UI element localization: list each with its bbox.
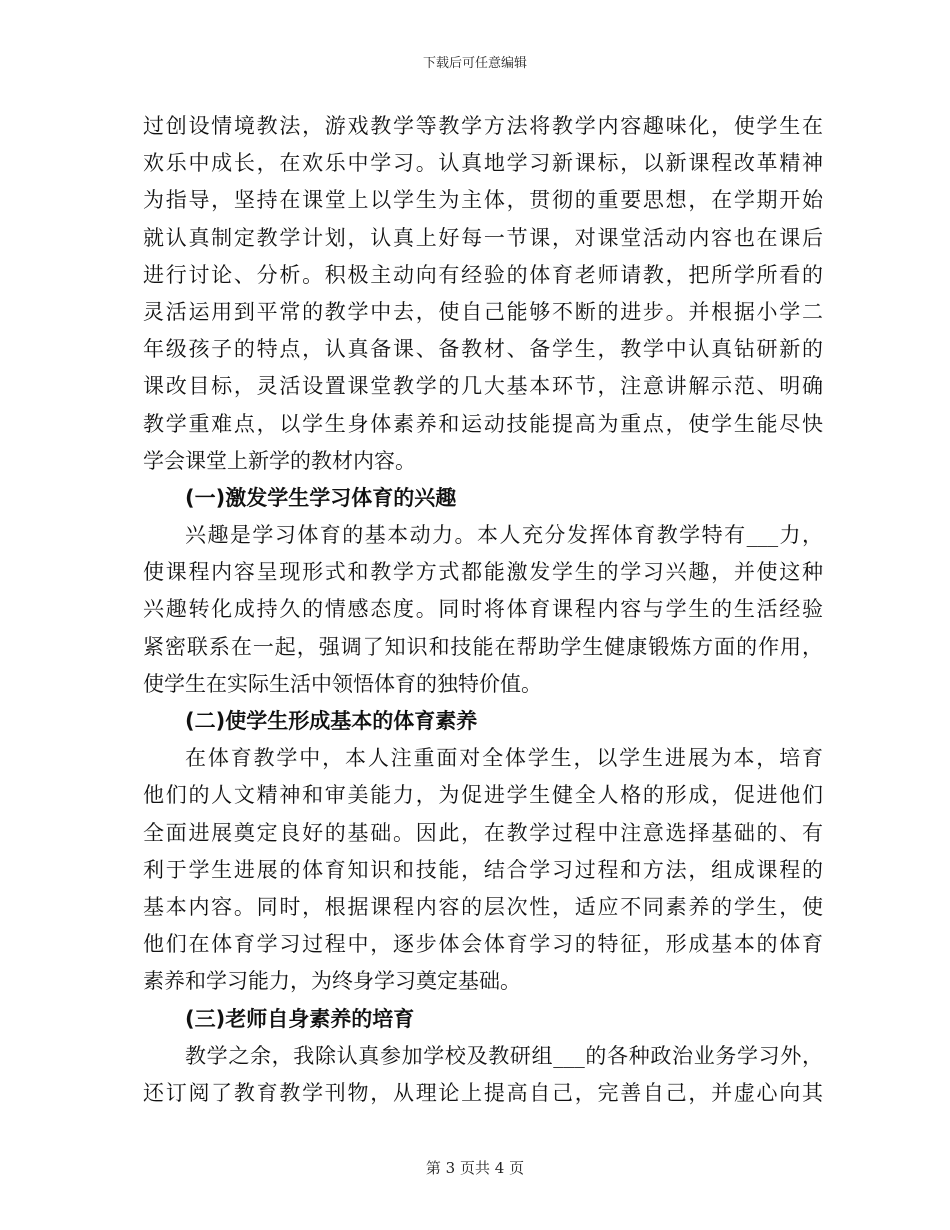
text-line: 兴趣转化成持久的情感态度。同时将体育课程内容与学生的生活经验: [143, 597, 823, 622]
text-line: 教学重难点，以学生身体素养和运动技能提高为重点，使学生能尽快: [143, 411, 823, 436]
page-number: 第 3 页共 4 页: [425, 1159, 525, 1177]
text-line: 素养和学习能力，为终身学习奠定基础。: [143, 969, 521, 994]
text-line: 他们的人文精神和审美能力，为促进学生健全人格的形成，促进他们: [143, 783, 823, 808]
text-line: 在体育教学中，本人注重面对全体学生，以学生进展为本，培育: [185, 746, 823, 771]
page-header: 下载后可任意编辑: [422, 56, 527, 71]
text-line: 紧密联系在一起，强调了知识和技能在帮助学生健康锻炼方面的作用，: [143, 634, 823, 659]
text-line: 就认真制定教学计划，认真上好每一节课，对课堂活动内容也在课后: [143, 225, 823, 250]
text-line: 使学生在实际生活中领悟体育的独特价值。: [143, 671, 542, 696]
section-3-paragraph: [143, 1038, 823, 1112]
section-1-paragraph: [143, 517, 823, 703]
text-line: 他们在体育学习过程中，逐步体会体育学习的特征，形成基本的体育: [143, 932, 823, 957]
text-line: 为指导，坚持在课堂上以学生为主体，贯彻的重要思想，在学期开始: [143, 188, 823, 213]
text-line: 灵活运用到平常的教学中去，使自己能够不断的进步。并根据小学二: [143, 299, 823, 324]
section-2-paragraph: [143, 740, 823, 1000]
section-heading-2: (二)使学生形成基本的体育素养: [185, 709, 478, 733]
text-line: 年级孩子的特点，认真备课、备教材、备学生，教学中认真钻研新的: [143, 337, 823, 362]
text-line: 课改目标，灵活设置课堂教学的几大基本环节，注意讲解示范、明确: [143, 374, 823, 399]
text-line: 还订阅了教育教学刊物，从理论上提高自己，完善自己，并虚心向其: [143, 1080, 823, 1105]
text-line: 使课程内容呈现形式和教学方式都能激发学生的学习兴趣，并使这种: [143, 560, 823, 585]
text-line: 进行讨论、分析。积极主动向有经验的体育老师请教，把所学所看的: [143, 262, 823, 287]
document-body: [143, 108, 823, 1112]
text-line: 全面进展奠定良好的基础。因此，在教学过程中注意选择基础的、有: [143, 820, 823, 845]
text-line: 基本内容。同时，根据课程内容的层次性，适应不同素养的学生，使: [143, 894, 823, 919]
text-line: 欢乐中成长，在欢乐中学习。认真地学习新课标，以新课程改革精神: [143, 151, 823, 176]
text-line: 学会课堂上新学的教材内容。: [143, 448, 416, 473]
section-heading-1: (一)激发学生学习体育的兴趣: [185, 485, 457, 510]
text-line: 利于学生进展的体育知识和技能，结合学习过程和方法，组成课程的: [143, 857, 823, 882]
section-heading-3: (三)老师自身素养的培育: [185, 1006, 415, 1031]
text-line: 兴趣是学习体育的基本动力。本人充分发挥体育教学特有___力，: [185, 523, 823, 548]
text-line: 教学之余，我除认真参加学校及教研组___的各种政治业务学习外，: [185, 1043, 823, 1068]
text-line: 过创设情境教法，游戏教学等教学方法将教学内容趣味化，使学生在: [143, 114, 823, 138]
intro-paragraph: [143, 108, 823, 480]
